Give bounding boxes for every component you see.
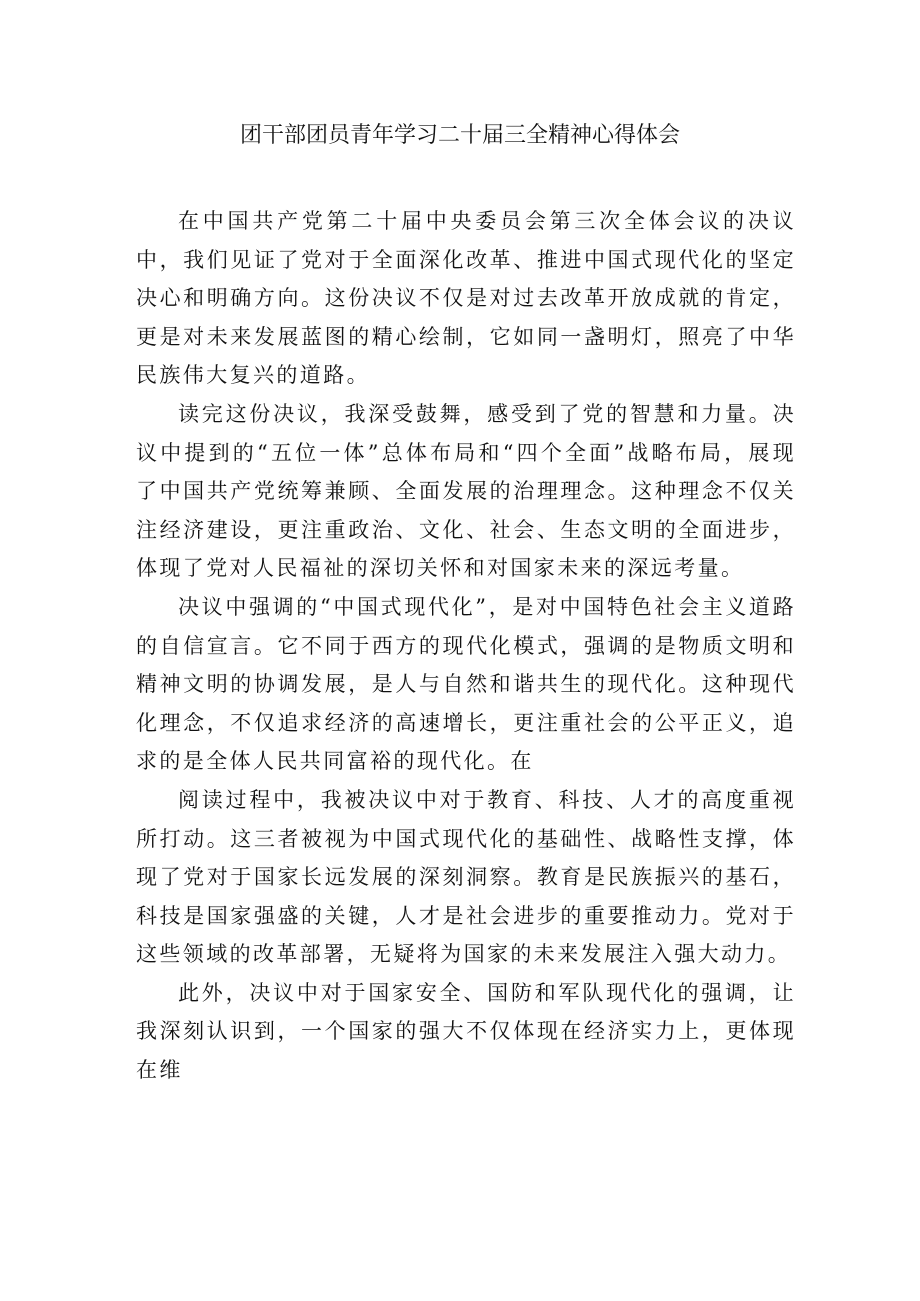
- document-title: 团干部团员青年学习二十届三全精神心得体会: [239, 123, 680, 148]
- document-body: [136, 202, 796, 1090]
- paragraph: 读完这份决议，我深受鼓舞，感受到了党的智慧和力量。决议中提到的“五位一体”总体布局和“四个全面”战略布局，展现了中国共产党统筹兼顾、全面发展的治理理念。这种理念不仅关注经济建设，更注重政治、文化、社会、生态文明的全面进步，体现了党对人民福祉的深切关怀和对国家未来的深远考量。: [136, 401, 796, 581]
- paragraph: 决议中强调的“中国式现代化”，是对中国特色社会主义道路的自信宣言。它不同于西方的现代化模式，强调的是物质文明和精神文明的协调发展，是人与自然和谐共生的现代化。这种现代化理念，不仅追求经济的高速增长，更注重社会的公平正义，追求的是全体人民共同富裕的现代化。在: [136, 594, 796, 774]
- paragraph: 阅读过程中，我被决议中对于教育、科技、人才的高度重视所打动。这三者被视为中国式现代化的基础性、战略性支撑，体现了党对于国家长远发展的深刻洞察。教育是民族振兴的基石，科技是国家强盛的关键，人才是社会进步的重要推动力。党对于这些领域的改革部署，无疑将为国家的未来发展注入强大动力。: [136, 787, 796, 967]
- paragraph: 此外，决议中对于国家安全、国防和军队现代化的强调，让我深刻认识到，一个国家的强大不仅体现在经济实力上，更体现在维: [136, 980, 796, 1083]
- paragraph: 在中国共产党第二十届中央委员会第三次全体会议的决议中，我们见证了党对于全面深化改革、推进中国式现代化的坚定决心和明确方向。这份决议不仅是对过去改革开放成就的肯定，更是对未来发展蓝图的精心绘制，它如同一盏明灯，照亮了中华民族伟大复兴的道路。: [136, 209, 796, 388]
